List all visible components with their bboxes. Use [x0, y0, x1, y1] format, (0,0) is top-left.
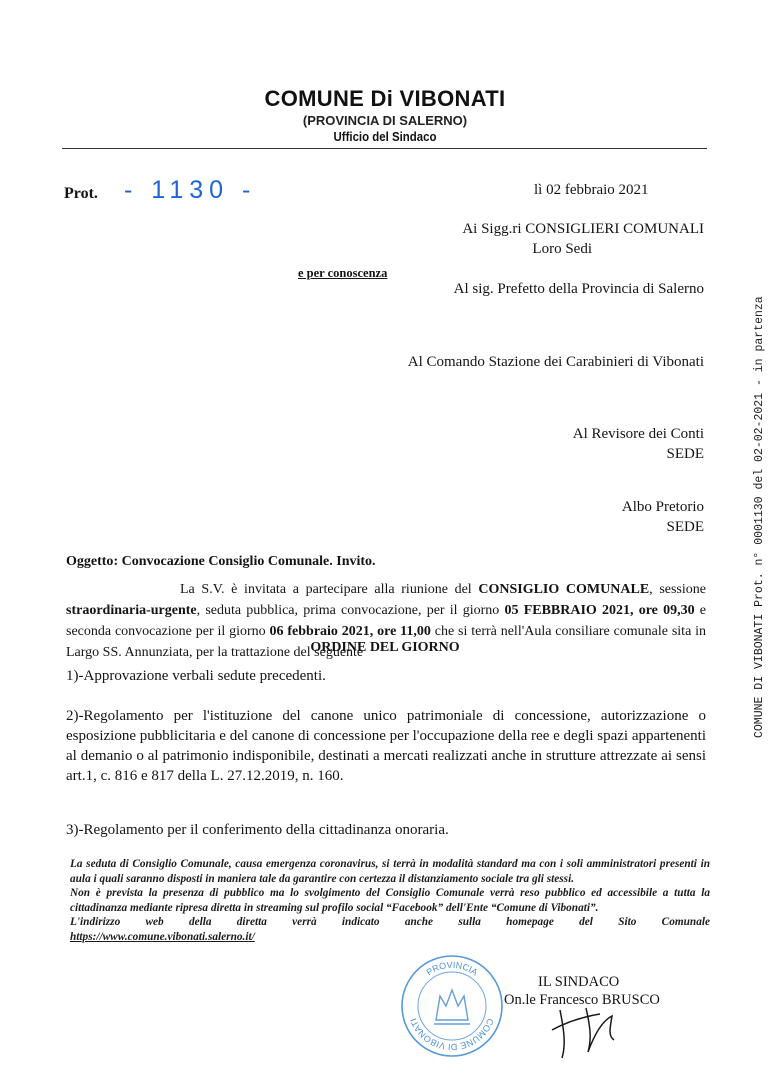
- side-protocol-stamp: COMUNE DI VIBONATI Prot. n° 0001130 del 02-02-2021 - in partenza: [753, 296, 766, 738]
- recipient-revisore-line1: Al Revisore dei Conti: [572, 426, 704, 442]
- recipient-prefetto: Al sig. Prefetto della Provincia di Salerno: [453, 281, 704, 297]
- recipient-councillors-line1: Ai Sigg.ri CONSIGLIERI COMUNALI: [462, 221, 704, 237]
- agenda-title: ORDINE DEL GIORNO: [310, 640, 460, 655]
- recipient-councillors: [462, 219, 704, 259]
- recipient-albo: [622, 497, 704, 537]
- office-subtitle: Ufficio del Sindaco: [333, 129, 437, 144]
- handwritten-signature: [530, 990, 640, 1062]
- body-text: ,: [630, 603, 639, 618]
- agenda-item: 3)-Regolamento per il conferimento della cittadinanza onoraria.: [66, 822, 449, 838]
- protocol-label: Prot.: [64, 185, 98, 202]
- body-text: e seconda convocazione per il giorno: [66, 603, 707, 639]
- stamp-bottom-text: COMUNE DI VIBONATI: [408, 1016, 496, 1053]
- body-text: , seduta pubblica, prima convocazione, per il giorno: [196, 603, 505, 618]
- recipient-revisore-line2: SEDE: [666, 446, 704, 462]
- subject-line: [66, 554, 376, 570]
- municipality-title: COMUNE Di VIBONATI: [264, 86, 506, 111]
- recipient-albo-line2: SEDE: [666, 519, 704, 535]
- subject-label: Oggetto: [66, 554, 114, 569]
- body-highlight: straordinaria-urgente: [66, 603, 197, 618]
- letter-date: lì 02 febbraio 2021: [534, 182, 649, 198]
- body-highlight: 06 febbraio 2021: [269, 624, 370, 639]
- cc-label: e per conoscenza: [298, 266, 388, 280]
- stamp-top-text: PROVINCIA: [424, 959, 480, 978]
- signatory-role: IL SINDACO: [538, 974, 620, 990]
- recipient-albo-line1: Albo Pretorio: [621, 499, 704, 515]
- protocol-number: - 1130 -: [124, 176, 257, 204]
- signatory-name: On.le Francesco BRUSCO: [504, 992, 660, 1008]
- body-highlight: CONSIGLIO COMUNALE: [478, 582, 650, 597]
- body-highlight: ore 09,30: [638, 603, 695, 618]
- note-paragraph: La seduta di Consiglio Comunale, causa emergenza coronavirus, si terrà in modalità standard ma con i soli amministratori presenti in aula i quali saranno disposti in maniera tale da garantire con certezza il distanziamento sociale tra gli stessi.: [70, 858, 710, 885]
- agenda-item: 1)-Approvazione verbali sedute precedenti.: [66, 668, 326, 684]
- agenda-item: 2)-Regolamento per l'istituzione del canone unico patrimoniale di concessione, autorizzazione o esposizione pubblicitaria e del canone di concessione per l'occupazione della ree e degli spazi appartenenti al demanio o al patrimonio indisponibile, destinati a mercati realizzati anche in strutture attrezzate ai sensi art.1, c. 816 e 817 della L. 27.12.2019, n. 160.: [66, 708, 706, 784]
- subject-text: : Convocazione Consiglio Comunale. Invito.: [113, 554, 376, 569]
- province-subtitle: (PROVINCIA DI SALERNO): [302, 113, 468, 128]
- body-highlight: 05 FEBBRAIO 2021: [504, 603, 631, 618]
- body-text: ,: [369, 624, 378, 639]
- note-paragraph: L'indirizzo web della diretta verrà indicato anche sulla homepage del Sito Comunale: [70, 916, 710, 929]
- body-text: , sessione: [649, 582, 706, 597]
- municipality-website-link[interactable]: https://www.comune.vibonati.salerno.it/: [70, 930, 255, 943]
- municipal-seal-stamp: [396, 950, 508, 1062]
- body-text: che si terrà nell'Aula consiliare comunale sita in Largo SS. Annunziata, per la trattazione del seguente: [66, 624, 707, 660]
- recipient-carabinieri: Al Comando Stazione dei Carabinieri di Vibonati: [407, 354, 704, 370]
- header-divider: [62, 148, 707, 149]
- note-paragraph: Non è prevista la presenza di pubblico ma lo svolgimento del Consiglio Comunale verrà reso pubblico ed accessibile a tutta la cittadinanza mediante ripresa diretta in streaming sul profilo social “Facebook” dell'Ente “Comune di Vibonati”.: [70, 887, 710, 914]
- streaming-note: [70, 857, 710, 945]
- recipient-revisore: [573, 424, 704, 464]
- body-highlight: ore 11,00: [377, 624, 431, 639]
- body-text: La S.V. è invitata a partecipare alla riunione del: [180, 582, 479, 597]
- recipient-councillors-line2: Loro Sedi: [532, 241, 592, 257]
